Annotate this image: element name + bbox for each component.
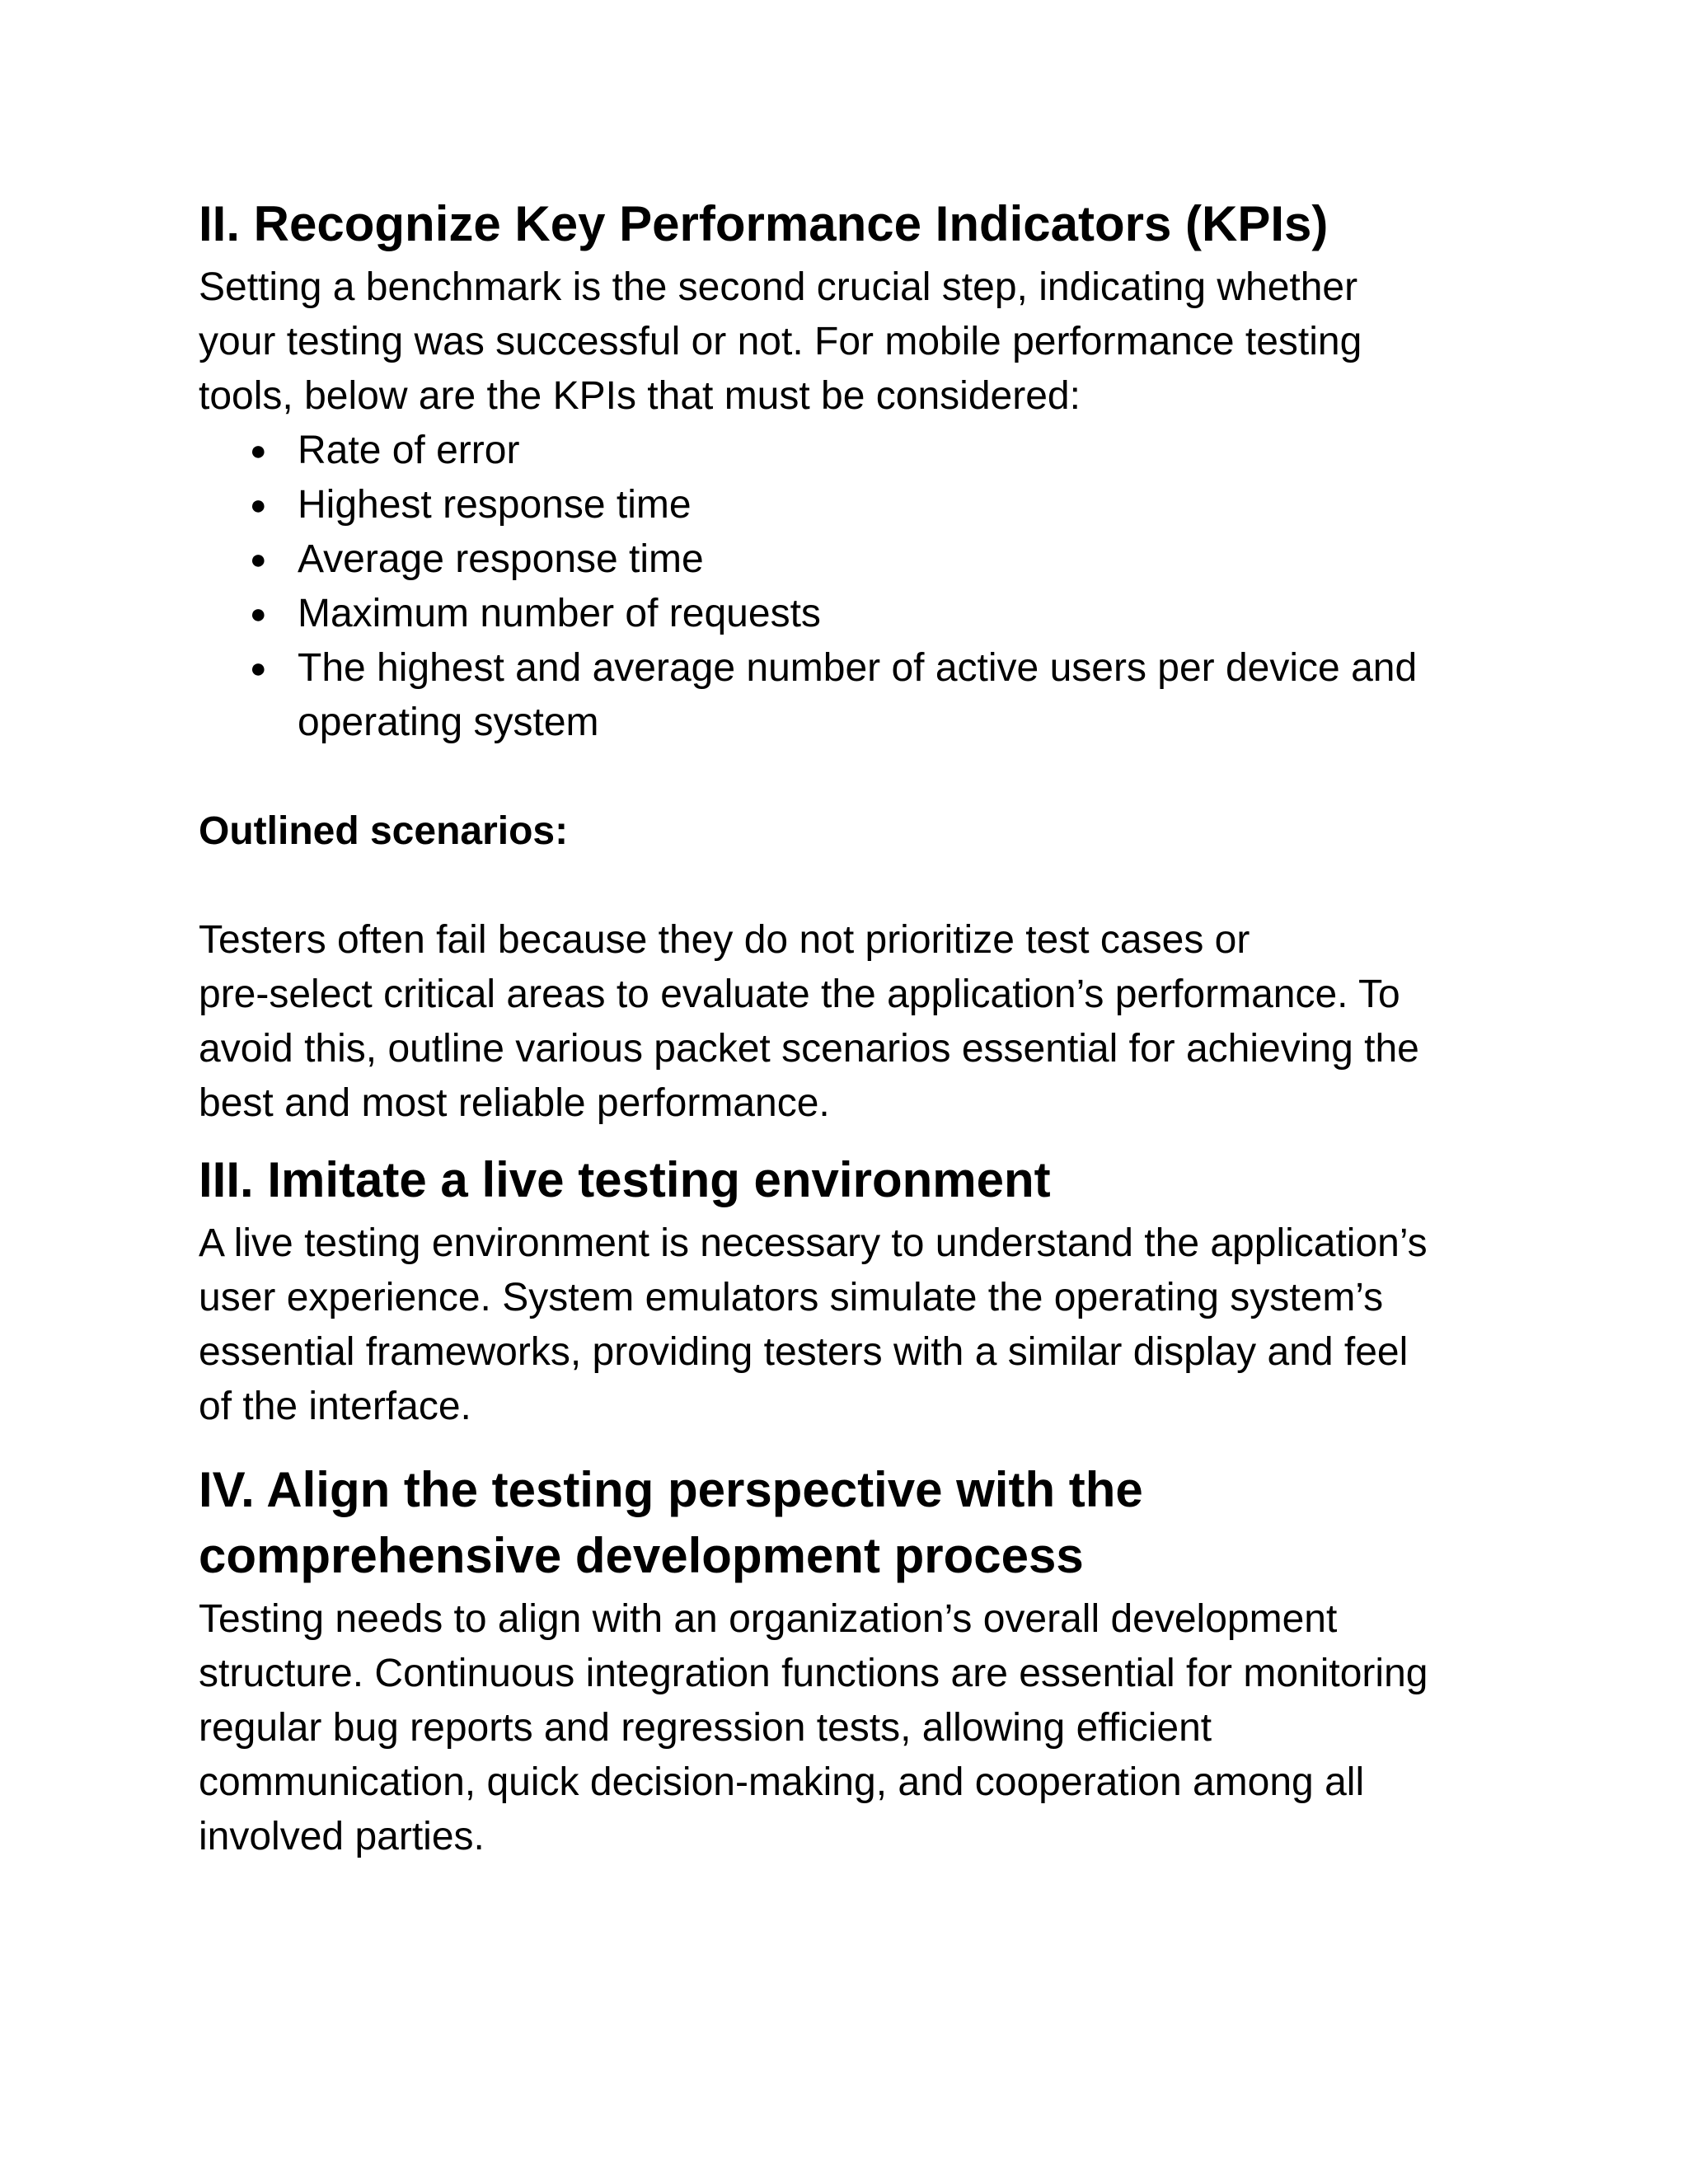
list-item (199, 424, 1501, 478)
section-heading-kpis: II. Recognize Key Performance Indicators (KPIs) (199, 196, 1329, 251)
list-item (199, 587, 1501, 641)
list-item-text: The highest and average number of active users per device and operating system (298, 646, 1418, 744)
list-item (199, 641, 1501, 750)
list-item-text: Rate of error (298, 429, 520, 472)
list-item-text: Average response time (298, 537, 704, 581)
kpi-bullet-list (199, 424, 1501, 750)
list-item-text: Maximum number of requests (298, 592, 821, 635)
section-heading-live-environment: III. Imitate a live testing environment (199, 1152, 1051, 1207)
section-heading-align-testing: IV. Align the testing perspective with the comprehensive development process (199, 1462, 1143, 1583)
outlined-scenarios-paragraph: Testers often fail because they do not prioritize test cases or pre-select critical areas to evaluate the application’s performance. To avoid this, outline various packet scenarios essential for achieving the best and most reliable performance. (199, 918, 1419, 1125)
bullet-icon: ● (250, 598, 267, 630)
document-page (199, 191, 1501, 1864)
align-testing-paragraph: Testing needs to align with an organization’s overall development structure. Continuous integration functions are essential for monitoring regular bug reports and regression tests, allowing efficient communication, quick decision-making, and cooperation among all involved parties. (199, 1597, 1428, 1858)
list-item (199, 532, 1501, 587)
outlined-scenarios-subheading: Outlined scenarios: (199, 809, 569, 853)
list-item-text: Highest response time (298, 483, 692, 527)
live-environment-paragraph: A live testing environment is necessary to understand the application’s user experience. System emulators simulate the operating system’s essential frameworks, providing testers with a similar display and feel of the interface. (199, 1221, 1428, 1428)
bullet-icon: ● (250, 435, 267, 466)
bullet-icon: ● (250, 490, 267, 521)
bullet-icon: ● (250, 653, 267, 684)
list-item (199, 478, 1501, 532)
bullet-icon: ● (250, 544, 267, 575)
kpis-intro-paragraph: Setting a benchmark is the second crucial step, indicating whether your testing was successful or not. For mobile performance testing tools, below are the KPIs that must be considered: (199, 265, 1362, 418)
